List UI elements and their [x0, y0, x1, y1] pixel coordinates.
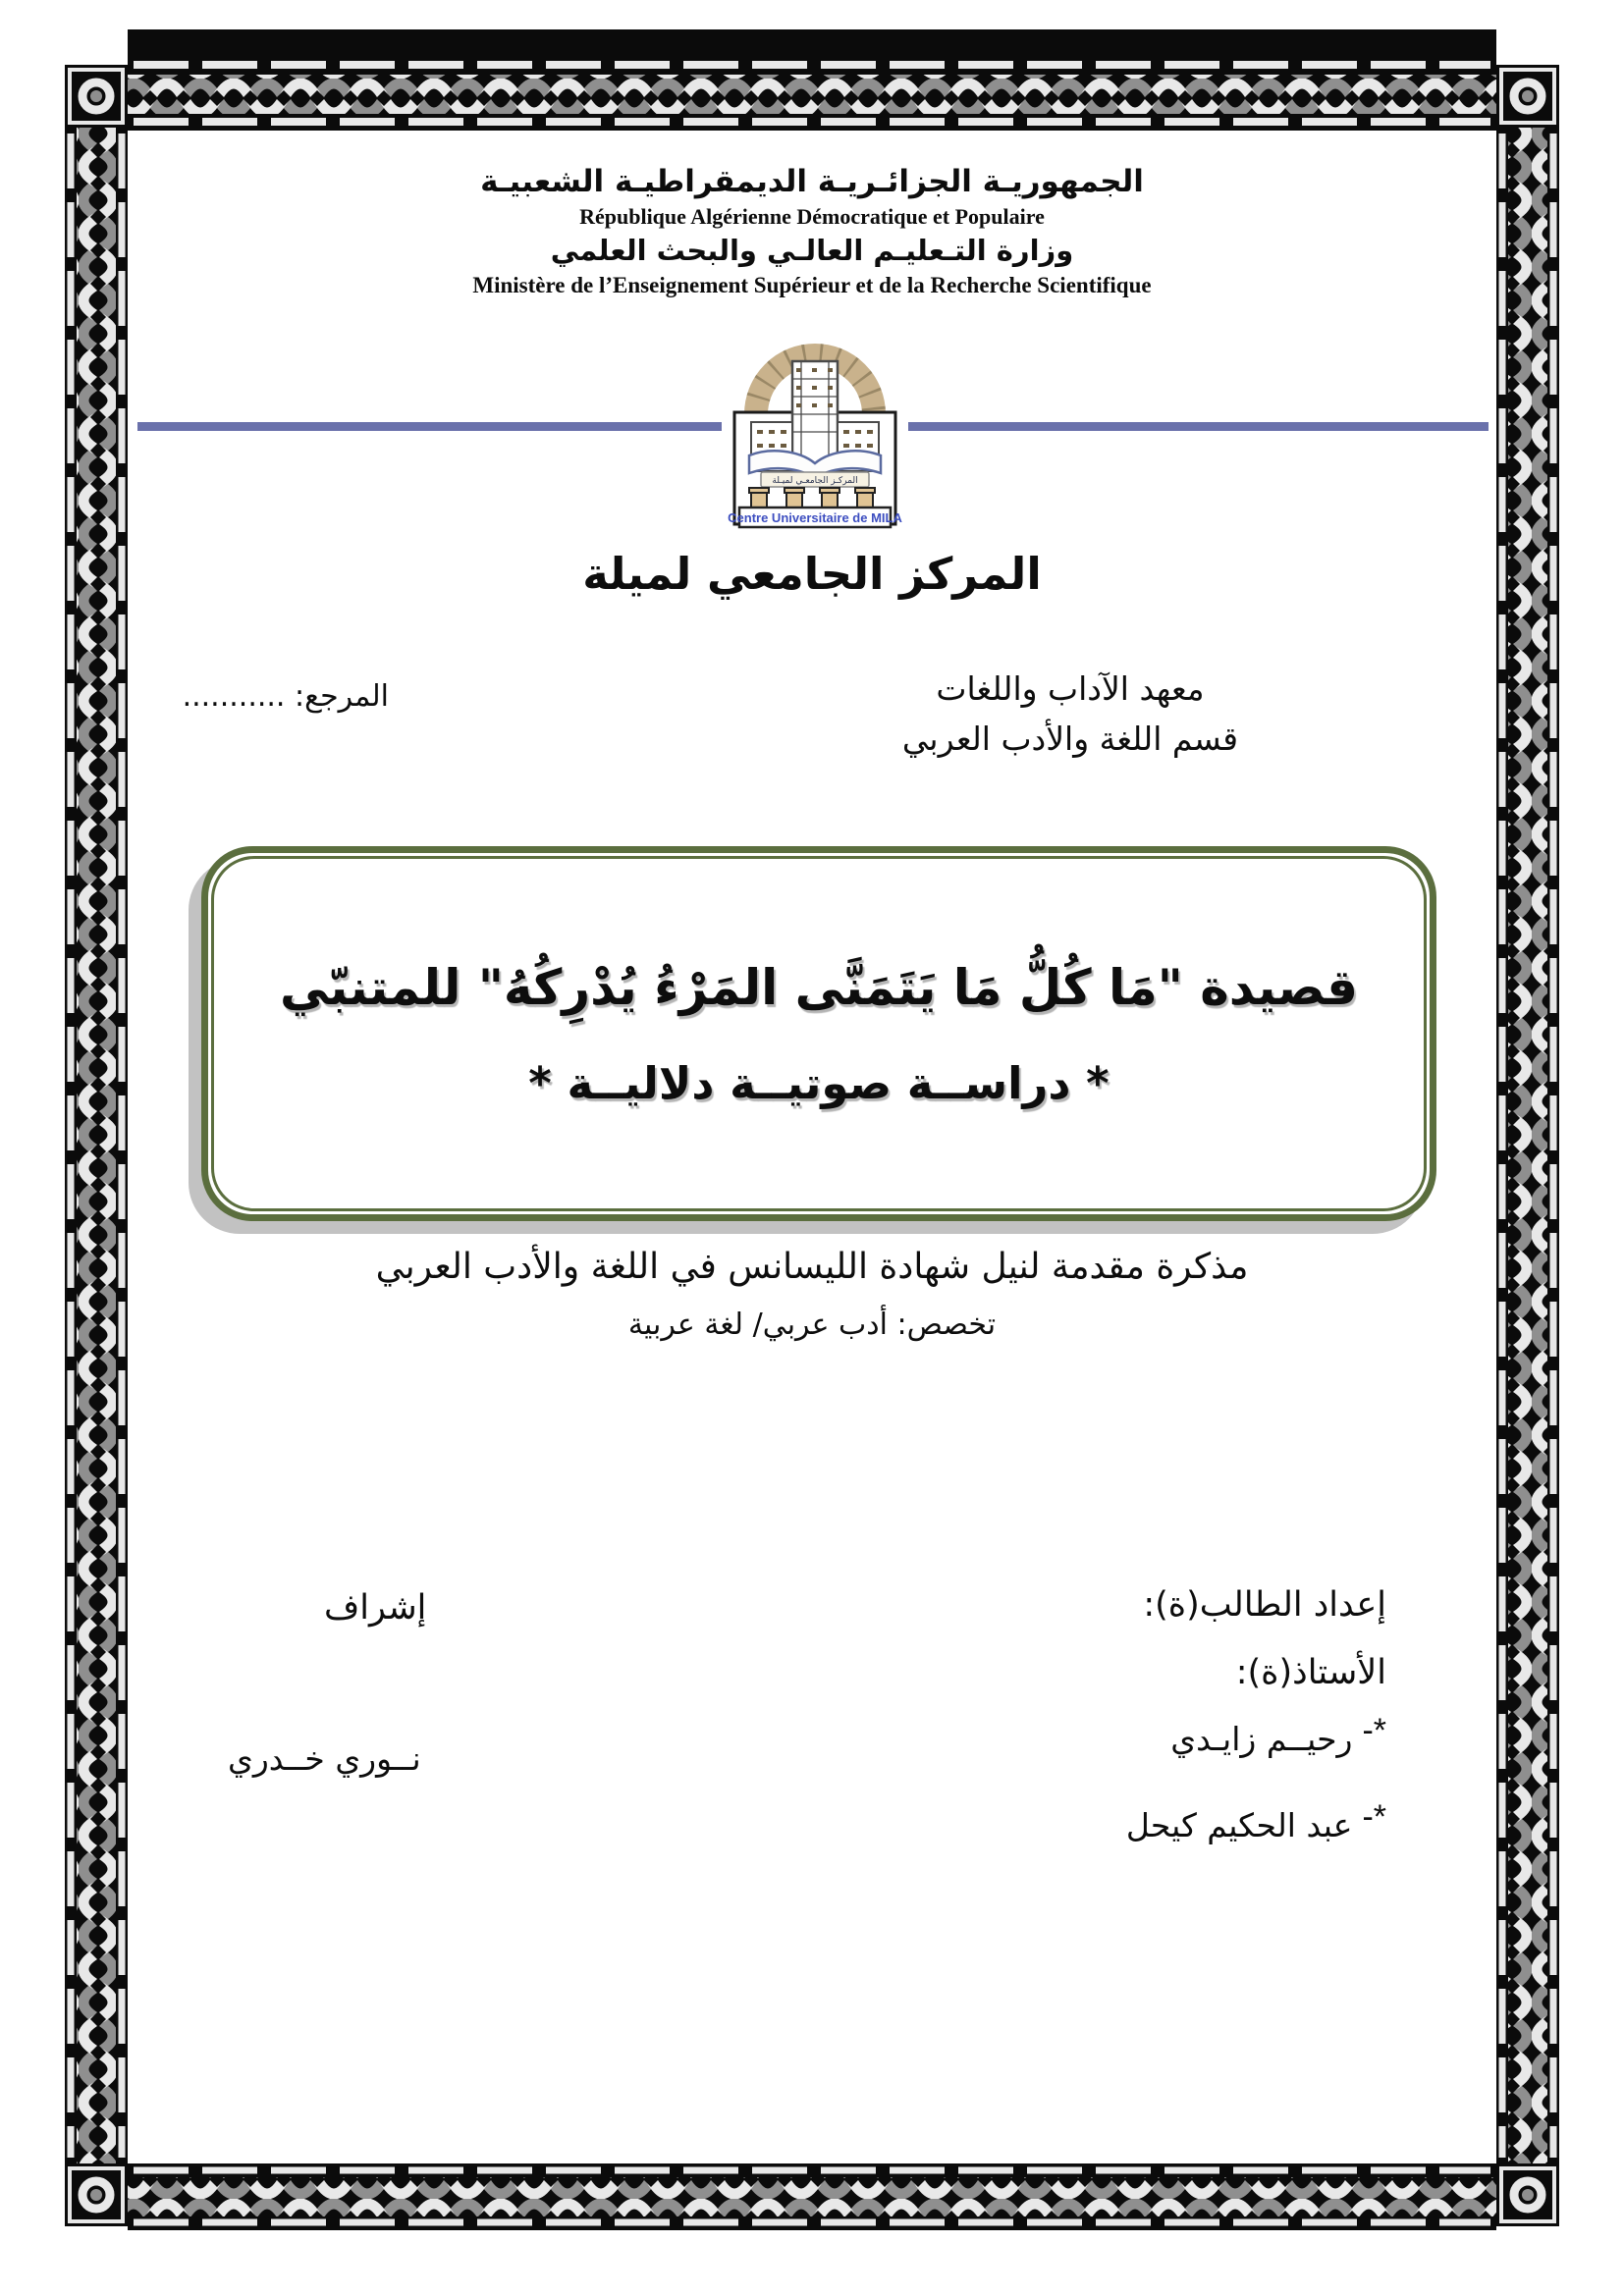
- student-bullet: *-: [1362, 1798, 1386, 1836]
- specialty-line: تخصص: أدب عربي/ لغة عربية: [627, 1308, 997, 1342]
- border-left-band: [65, 128, 128, 2163]
- corner-ring-ornament: [65, 65, 128, 128]
- ministry-name-arabic: وزارة التـعليـم العالـي والبحث العلمي: [550, 234, 1074, 268]
- logo-banner-text: المركـز الجامعـي لميـلة: [772, 476, 858, 486]
- student-row: [1125, 1798, 1386, 1845]
- prepared-by-label: إعداد الطالب(ة):: [1143, 1585, 1386, 1625]
- logo-caption: Centre Universitaire de MILA: [728, 510, 902, 525]
- student-name-1: رحيــم زايـدي: [1170, 1720, 1353, 1758]
- border-bottom-band: [128, 2163, 1496, 2230]
- corner-ring-ornament: [1496, 2163, 1559, 2226]
- student-row: [1170, 1712, 1386, 1759]
- university-logo: [722, 336, 908, 532]
- republic-name-french: République Algérienne Démocratique et Populaire: [579, 203, 1045, 229]
- department-name: قسم اللغة والأدب العربي: [901, 720, 1239, 759]
- student-bullet: *-: [1362, 1712, 1386, 1749]
- institute-block: [795, 664, 1345, 764]
- title-box-inner-border: [211, 856, 1427, 1211]
- ministry-name-french: Ministère de l’Enseignement Supérieur et de la Recherche Scientifique: [472, 272, 1152, 297]
- institute-name: معهد الآداب واللغات: [936, 669, 1205, 708]
- document-header: [0, 163, 1624, 299]
- border-top-band: [128, 29, 1496, 131]
- republic-name-arabic: الجمهوريـة الجزائـريـة الديمقراطيـة الشعبيـة: [480, 164, 1144, 199]
- thesis-title-box: [201, 846, 1436, 1221]
- reference-label: المرجع: ...........: [182, 679, 389, 714]
- supervision-label: إشراف: [324, 1588, 427, 1628]
- supervisor-name: نــوري خــدري: [228, 1739, 421, 1778]
- thesis-title-line1: قصيدة "مَا كُلُّ مَا يَتَمَنَّى المَرْءُ يُدْرِكُهُ" للمتنبّي: [279, 958, 1359, 1016]
- divider-line-right: [901, 422, 1489, 431]
- divider-line-left: [137, 422, 725, 431]
- thesis-title-line2: * دراســة صوتيــة دلاليــة *: [528, 1056, 1110, 1109]
- corner-ring-ornament: [1496, 65, 1559, 128]
- memo-description: مذكرة مقدمة لنيل شهادة الليسانس في اللغة والأدب العربي: [375, 1247, 1249, 1287]
- border-right-band: [1496, 128, 1559, 2163]
- university-center-name: المركز الجامعي لميلة: [582, 548, 1042, 600]
- student-name-2: عبد الحكيم كيحل: [1125, 1806, 1353, 1844]
- professor-label: الأستاذ(ة):: [1235, 1653, 1386, 1692]
- corner-ring-ornament: [65, 2163, 128, 2226]
